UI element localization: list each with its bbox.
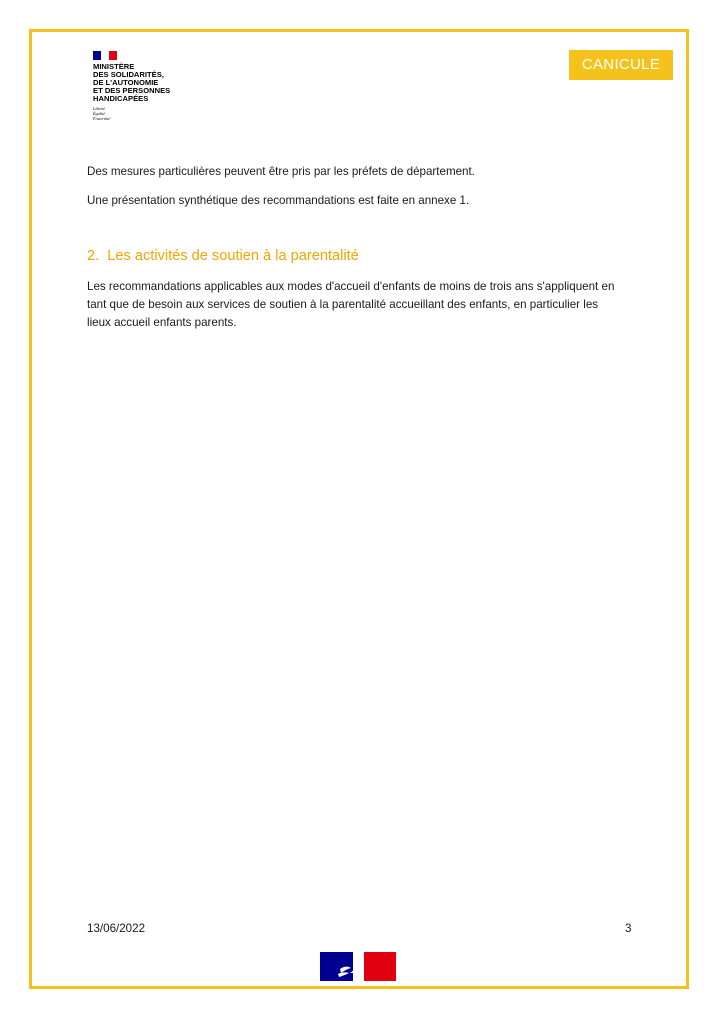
motto-line: Égalité: [93, 111, 106, 116]
paragraph-annexe: Une présentation synthétique des recommandations est faite en annexe 1.: [87, 194, 470, 207]
paragraph-line: tant que de besoin aux services de soutien à la parentalité accueillant des enfants, en particulier les: [87, 298, 599, 311]
ministry-name-line: MINISTÈRE: [93, 62, 135, 71]
ministry-name: [93, 63, 213, 103]
topic-badge: CANICULE: [569, 50, 673, 80]
paragraph-parentalite: [87, 278, 639, 332]
motto-line: Liberté: [93, 106, 106, 111]
ministry-name-line: ET DES PERSONNES: [93, 86, 171, 95]
ministry-name-line: HANDICAPÉES: [93, 94, 149, 103]
republic-motto: [93, 106, 213, 121]
paragraph-prefets: Des mesures particulières peuvent être pris par les préfets de département.: [87, 165, 475, 178]
ministry-logo: [93, 51, 213, 121]
footer-date: 13/06/2022: [87, 922, 146, 935]
ministry-name-line: DE L'AUTONOMIE: [93, 78, 159, 87]
ministry-name-line: DES SOLIDARITÉS,: [93, 70, 164, 79]
paragraph-line: lieux accueil enfants parents.: [87, 316, 237, 329]
french-flag-icon: [93, 51, 117, 60]
page-number: 3: [625, 922, 632, 935]
motto-line: Fraternité: [93, 116, 111, 121]
marianne-icon: [320, 952, 396, 981]
section-heading: 2. Les activités de soutien à la parentalité: [87, 248, 359, 264]
paragraph-line: Les recommandations applicables aux modes d'accueil d'enfants de moins de trois ans s'appliquent en: [87, 280, 615, 293]
